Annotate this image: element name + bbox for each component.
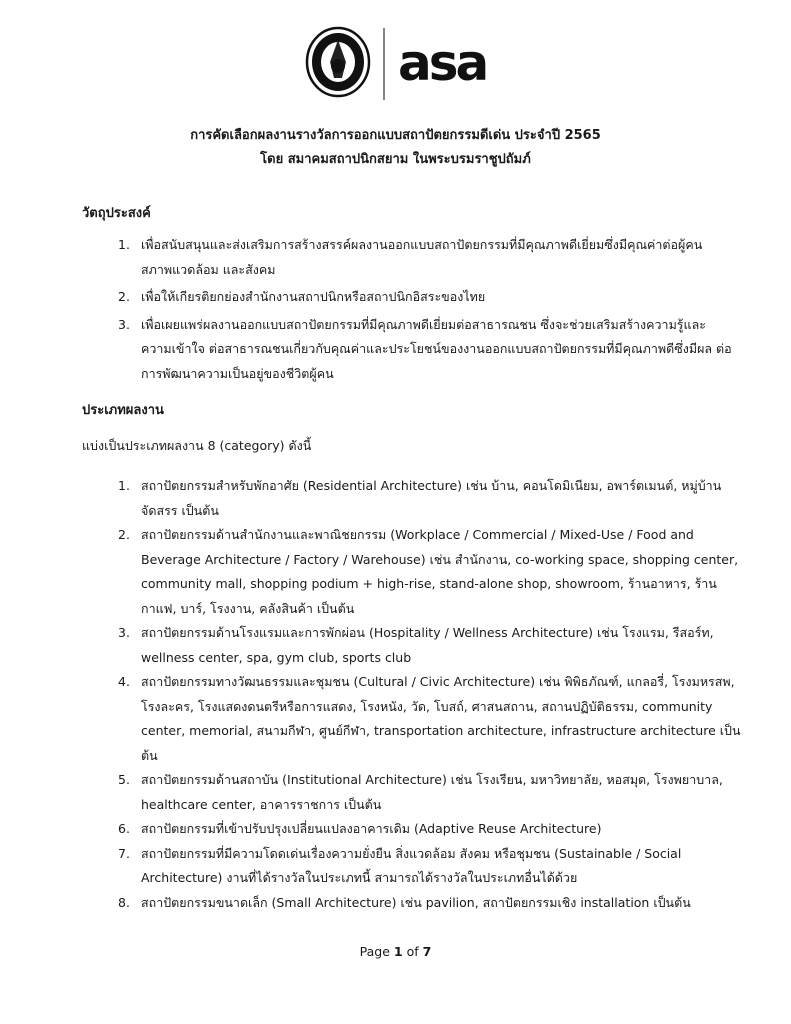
page-number (0, 944, 791, 959)
list-item-line: สถาปัตยกรรมด้านสถาบัน (Institutional Architecture) เช่น โรงเรียน, มหาวิทยาลัย, หอสมุด, โรงพยาบาล, (141, 772, 723, 787)
asa-logo-text: asa (398, 34, 487, 92)
list-item-line: เพื่อเผยแพร่ผลงานออกแบบสถาปัตยกรรมที่มีคุณภาพดีเยี่ยมต่อสาธารณชน ซึ่งจะช่วยเสริมสร้างความรู้และ (141, 316, 706, 332)
list-item-line: สถาปัตยกรรมทางวัฒนธรรมและชุมชน (Cultural / Civic Architecture) เช่น พิพิธภัณฑ์, แกลอรี่, โรงมหรสพ, (141, 674, 735, 689)
list-number: 1. (118, 478, 130, 493)
list-item-line: จัดสรร เป็นต้น (141, 502, 219, 518)
list-item-line: เพื่อสนับสนุนและส่งเสริมการสร้างสรรค์ผลงานออกแบบสถาปัตยกรรมที่มีคุณภาพดีเยี่ยมซึ่งมีคุณค่าต่อผู้คน (141, 237, 703, 252)
list-item-line: เพื่อให้เกียรติยกย่องสำนักงานสถาปนิกหรือสถาปนิกอิสระของไทย (141, 289, 486, 304)
document-title: การคัดเลือกผลงานรางวัลการออกแบบสถาปัตยกรรมดีเด่น ประจำปี 2565 (190, 128, 601, 143)
header-logos (300, 22, 510, 104)
list-number: 7. (118, 845, 130, 861)
objectives-list (118, 233, 732, 386)
list-item (118, 817, 700, 842)
list-item-line: Beverage Architecture / Factory / Warehouse) เช่น สำนักงาน, co-working space, shopping center, (141, 551, 739, 567)
list-item-line: สถาปัตยกรรมขนาดเล็ก (Small Architecture) เช่น pavilion, สถาปัตยกรรมเชิง installation เป็นต้น (141, 894, 691, 910)
page-of: of (406, 944, 419, 959)
list-item (118, 474, 722, 523)
list-item-line: ความเข้าใจ ต่อสาธารณชนเกี่ยวกับคุณค่าและประโยชน์ของงานออกแบบสถาปัตยกรรมที่มีคุณภาพดีซึ่งมีผล ต่อ (141, 341, 732, 356)
list-item-line: wellness center, spa, gym club, sports club (141, 649, 412, 665)
list-item (118, 768, 723, 817)
list-item-line: สถาปัตยกรรมด้านสำนักงานและพาณิชยกรรม (Workplace / Commercial / Mixed-Use / Food and (141, 527, 694, 542)
list-item (118, 621, 714, 670)
list-number: 4. (118, 674, 130, 689)
list-item-line: กาแฟ, บาร์, โรงงาน, คลังสินค้า เป็นต้น (141, 600, 355, 616)
list-item (118, 313, 732, 387)
list-number: 6. (118, 821, 130, 836)
list-number: 1. (118, 237, 130, 252)
categories-list (118, 474, 741, 915)
list-item-line: สภาพแวดล้อม และสังคม (141, 261, 276, 277)
list-item-line: สถาปัตยกรรมที่มีความโดดเด่นเรื่องความยั่งยืน สิ่งแวดล้อม สังคม หรือชุมชน (Sustainable / Social (141, 845, 682, 861)
list-item-line: สถาปัตยกรรมด้านโรงแรมและการพักผ่อน (Hospitality / Wellness Architecture) เช่น โรงแรม, รีสอร์ท, (141, 625, 714, 640)
list-item (118, 523, 739, 621)
list-item-line: ต้น (141, 747, 158, 763)
page-current: 1 (393, 944, 403, 959)
document-subtitle: โดย สมาคมสถาปนิกสยาม ในพระบรมราชูปถัมภ์ (260, 152, 531, 167)
list-item (118, 285, 700, 310)
association-seal-icon (300, 22, 510, 104)
list-item-line: โรงละคร, โรงแสดงดนตรีหรือการแสดง, โรงหนัง, วัด, โบสถ์, ศาสนสถาน, สถานปฏิบัติธรรม, community (141, 698, 713, 714)
categories-heading: ประเภทผลงาน (82, 403, 164, 418)
list-number: 8. (118, 894, 130, 910)
list-item-line: Architecture) งานที่ได้รางวัลในประเภทนี้ สามารถได้รางวัลในประเภทอื่นได้ด้วย (141, 870, 578, 885)
list-number: 5. (118, 772, 130, 787)
list-number: 3. (118, 625, 130, 640)
list-number: 3. (118, 316, 130, 332)
list-item-line: community mall, shopping podium + high-rise, stand-alone shop, showroom, ร้านอาหาร, ร้าน (141, 576, 717, 591)
categories-intro: แบ่งเป็นประเภทผลงาน 8 (category) ดังนี้ (82, 438, 312, 453)
list-item (118, 670, 741, 768)
list-item (118, 842, 700, 891)
objectives-heading: วัตถุประสงค์ (82, 206, 151, 221)
page-total: 7 (422, 944, 432, 959)
list-item-line: สถาปัตยกรรมสำหรับพักอาศัย (Residential Architecture) เช่น บ้าน, คอนโดมิเนียม, อพาร์ตเมนต์, หมู่บ้าน (141, 478, 722, 493)
list-item-line: การพัฒนาความเป็นอยู่ของชีวิตผู้คน (141, 365, 334, 381)
list-item-line: สถาปัตยกรรมที่เข้าปรับปรุงเปลี่ยนแปลงอาคารเดิม (Adaptive Reuse Architecture) (141, 821, 602, 836)
page-word: Page (359, 944, 390, 959)
list-number: 2. (118, 289, 130, 304)
list-item-line: healthcare center, อาคารราชการ เป็นต้น (141, 796, 382, 812)
list-item (118, 891, 700, 916)
list-number: 2. (118, 527, 130, 542)
list-item-line: center, memorial, สนามกีฬา, ศูนย์กีฬา, transportation architecture, infrastructure architecture เป็น (141, 723, 741, 738)
list-item (118, 233, 703, 282)
